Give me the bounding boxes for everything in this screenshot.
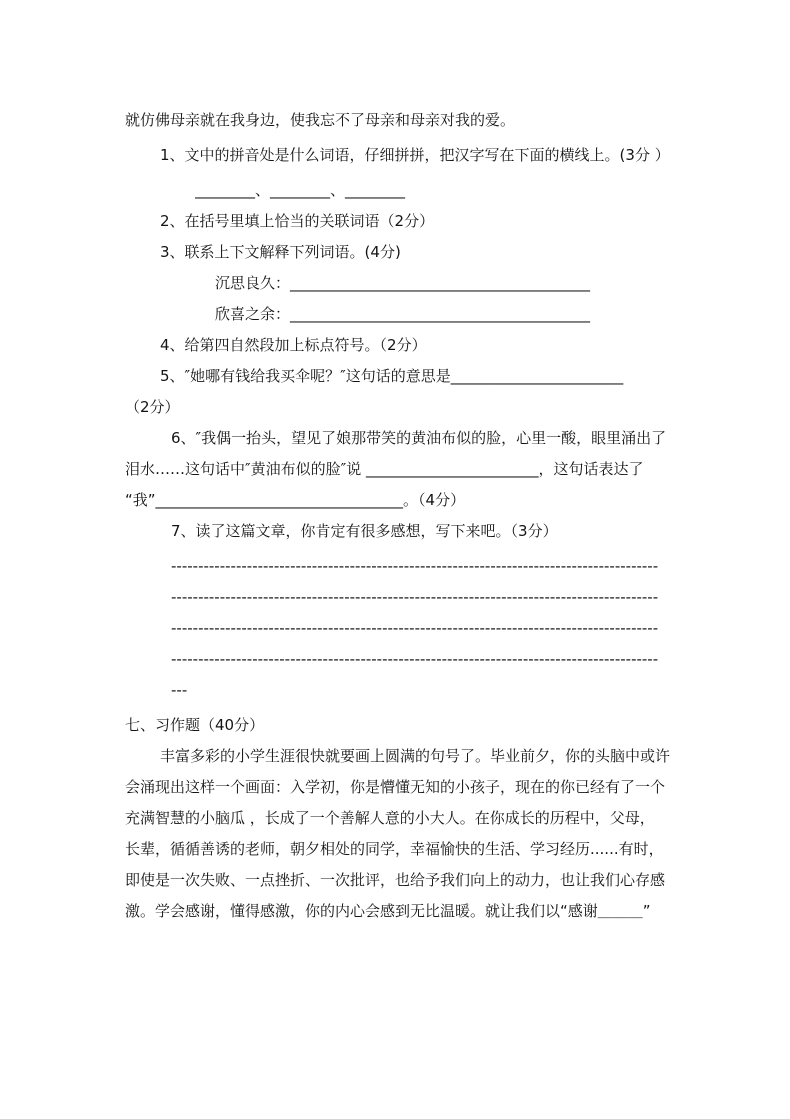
- passage-tail-line: 就仿佛母亲就在我身边，使我忘不了母亲和母亲对我的爱。: [125, 111, 516, 129]
- question-2: 2、在括号里填上恰当的关联词语（2分）: [160, 212, 435, 230]
- question-6-line-2: 泪水……这句话中″黄油布似的脸″说 _______________________，这句话表达了: [125, 460, 644, 478]
- question-6-line-1: 6、″我偶一抬头，望见了娘那带笑的黄油布似的脸，心里一酸，眼里涌出了: [171, 429, 667, 447]
- answer-line-3: ------------------------------------------------------------------------------------------: [171, 619, 659, 637]
- question-5: 5、″她哪有钱给我买伞呢？″这句话的意思是_______________________: [160, 367, 624, 385]
- question-3-term-2: 欣喜之余：________________________________________: [215, 305, 591, 323]
- question-3-term-1: 沉思良久：________________________________________: [215, 274, 591, 292]
- essay-prompt-line-5: 即使是一次失败、一点挫折、一次批评，也给予我们向上的动力，也让我们心存感: [125, 871, 666, 889]
- essay-prompt-line-2: 会涌现出这样一个画面：入学初，你是懵懂无知的小孩子，现在的你已经有了一个: [125, 778, 666, 796]
- answer-line-4: ------------------------------------------------------------------------------------------: [171, 650, 659, 668]
- question-3: 3、联系上下文解释下列词语。(4分): [160, 243, 401, 261]
- section-7-title: 七、习作题（40分）: [125, 716, 265, 734]
- question-5-score: （2分）: [125, 398, 180, 416]
- essay-prompt-line-1: 丰富多彩的小学生涯很快就要画上圆满的句号了。毕业前夕，你的头脑中或许: [160, 747, 671, 765]
- essay-prompt-line-3: 充满智慧的小脑瓜 ，长成了一个善解人意的小大人。在你成长的历程中，父母，: [125, 809, 655, 827]
- question-1-blanks: ________、________、________: [195, 181, 406, 199]
- answer-line-5: ---: [171, 681, 188, 699]
- question-7: 7、读了这篇文章，你肯定有很多感想，写下来吧。（3分）: [171, 522, 558, 540]
- question-4: 4、给第四自然段加上标点符号。（2分）: [160, 336, 427, 354]
- question-1: 1、文中的拼音处是什么词语，仔细拼拼，把汉字写在下面的横线上。(3分 ）: [160, 146, 670, 164]
- answer-line-1: ------------------------------------------------------------------------------------------: [171, 557, 659, 575]
- answer-line-2: ------------------------------------------------------------------------------------------: [171, 588, 659, 606]
- question-6-line-3: “我”_________________________________。（4分）: [125, 491, 466, 509]
- essay-prompt-line-4: 长辈，循循善诱的老师，朝夕相处的同学，幸福愉快的生活、学习经历......有时，: [125, 840, 664, 858]
- essay-prompt-line-6: 激。学会感谢，懂得感激，你的内心会感到无比温暖。就让我们以“感谢＿＿＿”: [125, 902, 651, 920]
